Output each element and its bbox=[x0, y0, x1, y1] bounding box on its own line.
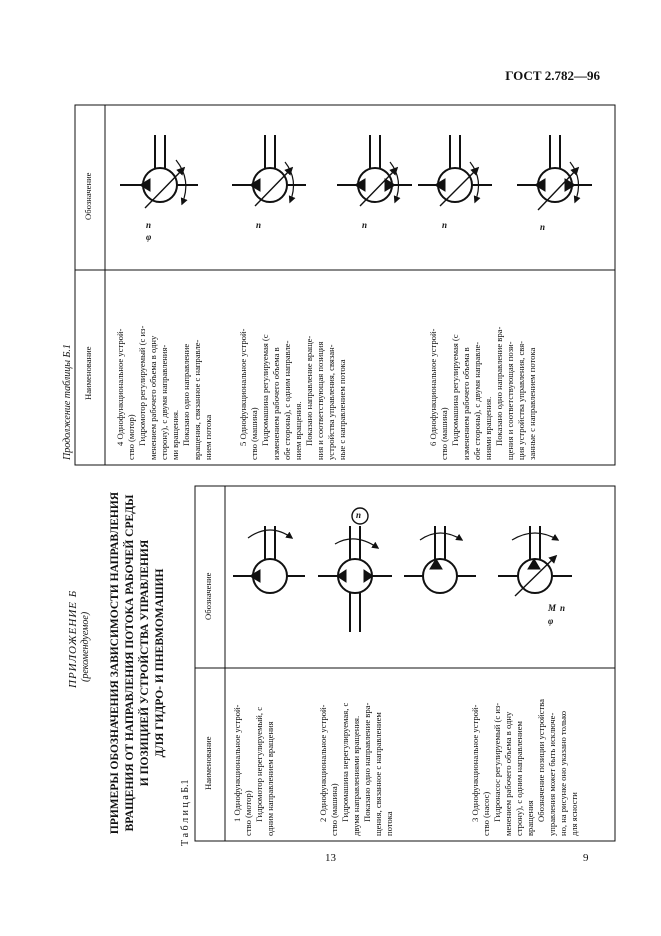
table-right-row-4: 4 Однофункциональное устрой- ство (мотор) Гидромотор регулируемый (с из- менением рабочего объема в одну сторону), с двумя направления- ми вращения. Показано одно направление вращения, связанное с направле- нием потока bbox=[115, 325, 213, 460]
symbol-2 bbox=[318, 508, 392, 632]
symbol-3b bbox=[498, 526, 572, 596]
page-number-right: 9 bbox=[583, 852, 589, 864]
heading-line: ПРИМЕРЫ ОБОЗНАЧЕНИЯ ЗАВИСИМОСТИ НАПРАВЛЕНИЯ bbox=[109, 491, 121, 835]
table-right-col-symbol: Обозначение bbox=[83, 172, 93, 220]
heading-line: И ПОЗИЦИЕЙ УСТРОЙСТВА УПРАВЛЕНИЯ bbox=[139, 539, 151, 787]
table-right-row-5: 5 Однофункциональное устрой- ство (машина) Гидромашина регулируемая (с изменением рабочего объема в обе стороны), с одним направле- нием вращения. Показано направление враще- ния и соответствующая позиция устройства управления, связан- ные с направлением потока bbox=[238, 328, 347, 460]
label-n-symbol-2: n bbox=[356, 510, 362, 520]
left-symbols bbox=[233, 508, 572, 632]
table-left-row-1: 1 Однофункциональное устрой- ство (мотор) Гидромотор нерегулируемый, с одним направлением вращения bbox=[232, 704, 275, 836]
table-left-col-name: Наименование bbox=[203, 736, 213, 790]
standard-number: ГОСТ 2.782—96 bbox=[505, 68, 600, 83]
continuation-label: Продолжение таблицы Б.1 bbox=[62, 344, 73, 460]
right-symbols bbox=[120, 135, 592, 210]
table-left-row-3: 3 Однофункциональное устрой- ство (насос) Гидронасос регулируемый (с из- менением рабочего объема в одну строну), с одним направлением вращения Обозначение позиции устройства управления может быть исключе- но, на рисунке оно указано только для ясности bbox=[470, 699, 579, 836]
label-n-symbol-4: n bbox=[146, 220, 152, 230]
heading-line: ДЛЯ ГИДРО- И ПНЕВМОМАШИН bbox=[154, 568, 166, 758]
label-n-symbol-5: n bbox=[256, 220, 262, 230]
label-n-symbol-3b: n bbox=[560, 603, 566, 613]
symbol-1 bbox=[233, 526, 305, 593]
symbol-4 bbox=[120, 135, 198, 208]
label-n-symbol-5b: n bbox=[362, 220, 368, 230]
symbol-5 bbox=[232, 135, 306, 206]
table-left-row-2: 2 Однофункциональное устрой- ство (машина) Гидромашина нерегулируемая, с двумя направлениями вращения. Показано одно направление вра- щения, связанное с направлением потока bbox=[318, 702, 394, 836]
symbol-6b bbox=[517, 135, 592, 210]
page-number-left: 13 bbox=[325, 852, 336, 864]
label-phi-symbol-3b: φ bbox=[548, 616, 554, 626]
table-right-col-name: Наименование bbox=[83, 346, 93, 400]
appendix-title: ПРИЛОЖЕНИЕ Б bbox=[67, 589, 79, 688]
label-n-symbol-6: n bbox=[442, 220, 448, 230]
label-m-symbol-3b: M bbox=[548, 603, 557, 613]
symbol-5b bbox=[337, 135, 412, 206]
symbol-6 bbox=[418, 135, 492, 206]
label-n-symbol-6b: n bbox=[540, 222, 546, 232]
label-phi-symbol-4: φ bbox=[146, 232, 152, 242]
symbol-3 bbox=[404, 526, 476, 593]
heading-line: ВРАЩЕНИЯ ОТ НАПРАВЛЕНИЯ ПОТОКА РАБОЧЕЙ СРЕДЫ bbox=[124, 494, 136, 832]
table-label: Т а б л и ц а Б.1 bbox=[180, 779, 191, 846]
table-left-col-symbol: Обозначение bbox=[203, 572, 213, 620]
appendix-subtitle: (рекомендуемое) bbox=[80, 611, 91, 682]
table-right-row-6: 6 Однофункциональное устрой- ство (машина) Гидромашина регулируемая (с изменением рабочего объема в обе стороны), с двумя направле- ниями вращения. Показано одно направление вра- щения и соответствующая пози- ция устройства управления, свя- занные с направлением потока bbox=[428, 326, 537, 460]
